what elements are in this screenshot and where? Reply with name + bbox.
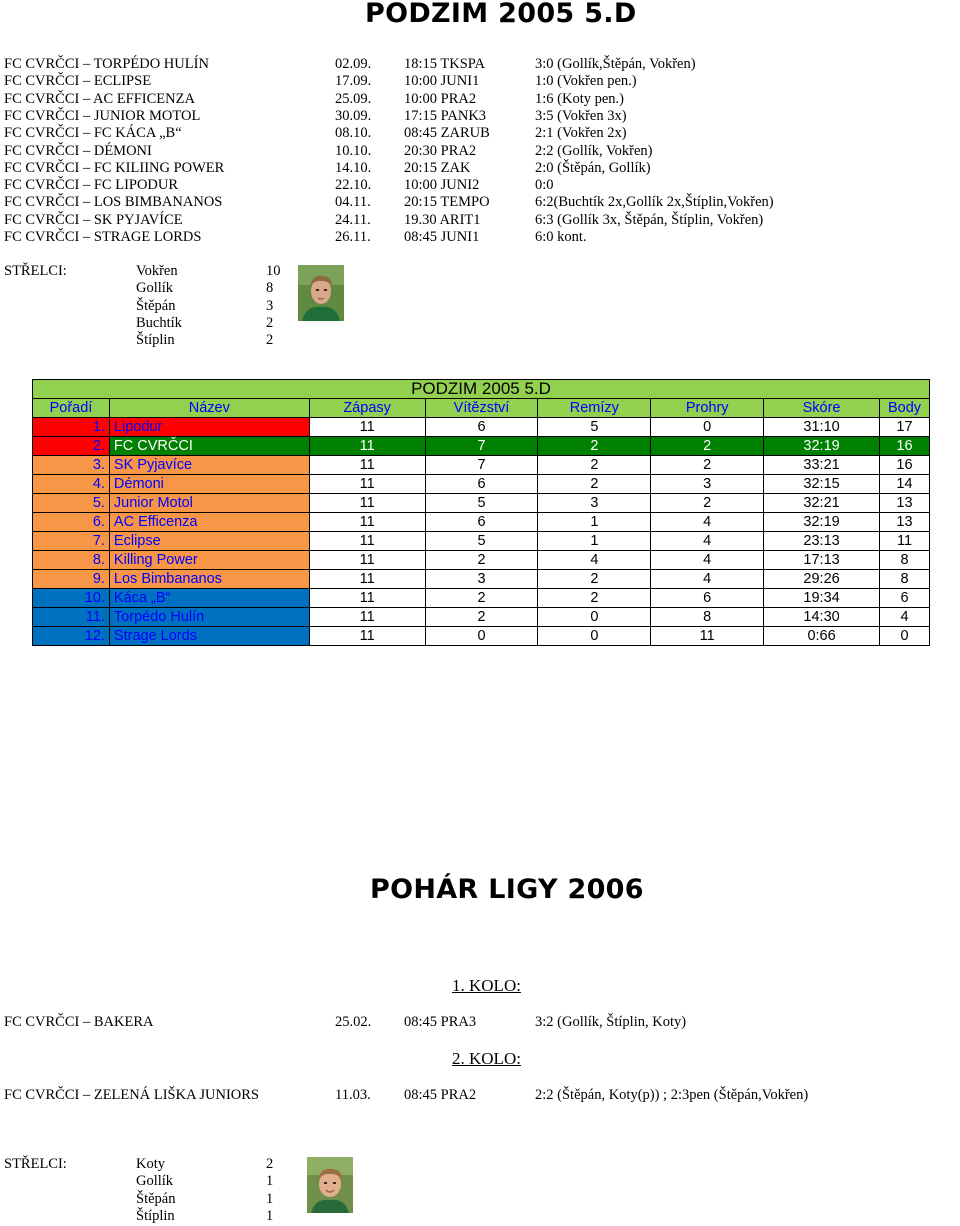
cell-played: 11: [309, 475, 425, 494]
cell-won: 6: [425, 418, 538, 437]
column-header: Zápasy: [309, 399, 425, 418]
table-row: [33, 513, 930, 532]
table-row: [33, 627, 930, 646]
player-photo-cup: [307, 1157, 353, 1213]
match-date: 25.02.: [335, 1014, 372, 1030]
cell-points: 14: [879, 475, 929, 494]
scorer-goals: 3: [266, 297, 274, 314]
cell-pos: 3.: [33, 456, 110, 475]
cell-name: Eclipse: [109, 532, 309, 551]
round1-label: 1. KOLO:: [452, 976, 521, 995]
cell-pos: 10.: [33, 589, 110, 608]
cell-drawn: 0: [538, 608, 651, 627]
scorer-goals: 1: [266, 1173, 274, 1190]
cell-drawn: 1: [538, 513, 651, 532]
match-result: 2:0 (Štěpán, Gollík): [535, 160, 651, 176]
scorer-name: Vokřen: [136, 263, 178, 279]
cell-drawn: 4: [538, 551, 651, 570]
cell-drawn: 5: [538, 418, 651, 437]
cell-played: 11: [309, 589, 425, 608]
cell-drawn: 3: [538, 494, 651, 513]
cell-won: 5: [425, 532, 538, 551]
match-time: 17:15 PANK3: [404, 108, 487, 124]
cell-name: SK Pyjavíce: [109, 456, 309, 475]
match-time: 10:00 JUNI2: [404, 177, 480, 193]
cell-points: 13: [879, 494, 929, 513]
match-date: 26.11.: [335, 229, 371, 245]
cell-pos: 4.: [33, 475, 110, 494]
match-teams: FC CVRČCI – DÉMONI: [4, 143, 152, 159]
match-teams: FC CVRČCI – JUNIOR MOTOL: [4, 108, 201, 124]
cell-name: AC Efficenza: [109, 513, 309, 532]
cell-score: 19:34: [764, 589, 880, 608]
cell-score: 31:10: [764, 418, 880, 437]
cell-name: Killing Power: [109, 551, 309, 570]
match-time: 20:15 ZAK: [404, 160, 471, 176]
cup-title: POHÁR LIGY 2006: [370, 874, 644, 905]
cell-points: 4: [879, 608, 929, 627]
cell-won: 3: [425, 570, 538, 589]
column-header: Skóre: [764, 399, 880, 418]
cell-score: 29:26: [764, 570, 880, 589]
scorer-name: Štíplin: [136, 1207, 175, 1224]
cell-drawn: 0: [538, 627, 651, 646]
match-time: 18:15 TKSPA: [404, 56, 485, 72]
cell-score: 32:15: [764, 475, 880, 494]
match-result: 3:2 (Gollík, Štíplin, Koty): [535, 1014, 687, 1030]
table-row: [33, 494, 930, 513]
match-time: 10:00 PRA2: [404, 91, 477, 107]
match-time: 20:30 PRA2: [404, 143, 477, 159]
cell-lost: 11: [651, 627, 764, 646]
cell-played: 11: [309, 494, 425, 513]
match-teams: FC CVRČCI – FC KÁCA „B“: [4, 125, 182, 141]
cell-pos: 2.: [33, 437, 110, 456]
match-time: 10:00 JUNI1: [404, 73, 480, 89]
scorer-goals: 8: [266, 280, 274, 297]
scorer-name: Štěpán: [136, 297, 176, 314]
cell-name: Lipodur: [109, 418, 309, 437]
player-photo: [298, 265, 344, 321]
cell-played: 11: [309, 418, 425, 437]
cell-pos: 6.: [33, 513, 110, 532]
cell-points: 16: [879, 456, 929, 475]
match-date: 08.10.: [335, 125, 372, 141]
cell-score: 14:30: [764, 608, 880, 627]
cell-name: Torpédo Hulín: [109, 608, 309, 627]
match-time: 08:45 PRA3: [404, 1014, 477, 1030]
cell-score: 32:19: [764, 513, 880, 532]
cell-score: 23:13: [764, 532, 880, 551]
cell-won: 0: [425, 627, 538, 646]
scorer-goals: 2: [266, 314, 274, 331]
match-teams: FC CVRČCI – STRAGE LORDS: [4, 229, 202, 245]
cell-pos: 12.: [33, 627, 110, 646]
scorer-name: Gollík: [136, 280, 174, 297]
cell-won: 6: [425, 475, 538, 494]
match-result: 3:5 (Vokřen 3x): [535, 108, 627, 124]
table-row: [33, 475, 930, 494]
match-date: 17.09.: [335, 73, 372, 89]
match-date: 02.09.: [335, 56, 372, 72]
scorer-name: Gollík: [136, 1173, 174, 1190]
match-teams: FC CVRČCI – AC EFFICENZA: [4, 91, 195, 107]
cell-drawn: 1: [538, 532, 651, 551]
match-date: 10.10.: [335, 143, 372, 159]
cell-drawn: 2: [538, 589, 651, 608]
cell-pos: 8.: [33, 551, 110, 570]
match-result: 1:6 (Koty pen.): [535, 91, 624, 107]
match-result: 2:1 (Vokřen 2x): [535, 125, 627, 141]
cell-won: 6: [425, 513, 538, 532]
table-row: [33, 437, 930, 456]
cell-name: FC CVRČCI: [109, 437, 309, 456]
match-time: 08:45 PRA2: [404, 1087, 477, 1103]
cell-points: 17: [879, 418, 929, 437]
match-result: 6:3 (Gollík 3x, Štěpán, Štíplin, Vokřen): [535, 212, 764, 228]
cell-pos: 11.: [33, 608, 110, 627]
cell-played: 11: [309, 456, 425, 475]
match-date: 25.09.: [335, 91, 372, 107]
scorer-name: Štěpán: [136, 1190, 176, 1207]
cell-pos: 9.: [33, 570, 110, 589]
match-date: 04.11.: [335, 194, 371, 210]
column-header: Body: [879, 399, 929, 418]
match-result: 6:0 kont.: [535, 229, 587, 245]
cell-name: Los Bimbananos: [109, 570, 309, 589]
cell-won: 7: [425, 456, 538, 475]
cell-drawn: 2: [538, 570, 651, 589]
cell-name: Strage Lords: [109, 627, 309, 646]
column-header: Prohry: [651, 399, 764, 418]
cell-lost: 3: [651, 475, 764, 494]
cell-lost: 2: [651, 494, 764, 513]
column-header: Název: [109, 399, 309, 418]
match-time: 08:45 ZARUB: [404, 125, 490, 141]
table-row: [33, 570, 930, 589]
cell-played: 11: [309, 608, 425, 627]
cell-score: 32:21: [764, 494, 880, 513]
cup-scorers-label: STŘELCI:: [4, 1156, 67, 1172]
cell-pos: 7.: [33, 532, 110, 551]
cell-played: 11: [309, 570, 425, 589]
table-row: [33, 532, 930, 551]
season-title: PODZIM 2005 5.D: [365, 0, 637, 29]
match-date: 11.03.: [335, 1087, 371, 1103]
scorer-name: Štíplin: [136, 332, 175, 349]
table-row: [33, 589, 930, 608]
match-teams: FC CVRČCI – BAKERA: [4, 1014, 154, 1030]
cell-score: 32:19: [764, 437, 880, 456]
cell-pos: 5.: [33, 494, 110, 513]
match-teams: FC CVRČCI – SK PYJAVÍCE: [4, 212, 183, 228]
match-date: 14.10.: [335, 160, 372, 176]
cell-drawn: 2: [538, 437, 651, 456]
match-result: 3:0 (Gollík,Štěpán, Vokřen): [535, 56, 696, 72]
cell-won: 7: [425, 437, 538, 456]
match-date: 22.10.: [335, 177, 372, 193]
cell-won: 5: [425, 494, 538, 513]
cell-points: 0: [879, 627, 929, 646]
round2-label: 2. KOLO:: [452, 1049, 521, 1068]
cell-points: 13: [879, 513, 929, 532]
cell-played: 11: [309, 627, 425, 646]
cell-played: 11: [309, 437, 425, 456]
scorer-name: Buchtík: [136, 314, 182, 331]
scorer-goals: 2: [266, 332, 274, 349]
match-teams: FC CVRČCI – FC LIPODUR: [4, 177, 179, 193]
scorer-goals: 10: [266, 263, 281, 279]
cell-lost: 4: [651, 570, 764, 589]
cell-points: 8: [879, 551, 929, 570]
scorer-goals: 2: [266, 1156, 274, 1172]
cell-played: 11: [309, 513, 425, 532]
cell-played: 11: [309, 532, 425, 551]
cell-played: 11: [309, 551, 425, 570]
table-row: [33, 608, 930, 627]
cell-lost: 0: [651, 418, 764, 437]
cell-lost: 4: [651, 551, 764, 570]
match-result: 2:2 (Gollík, Vokřen): [535, 143, 653, 159]
scorers-label: STŘELCI:: [4, 263, 67, 279]
match-time: 08:45 JUNI1: [404, 229, 480, 245]
table-row: [33, 418, 930, 437]
match-result: 2:2 (Štěpán, Koty(p)) ; 2:3pen (Štěpán,Vokřen): [535, 1087, 809, 1103]
column-header: Vítězství: [425, 399, 538, 418]
cell-points: 6: [879, 589, 929, 608]
cell-name: Démoni: [109, 475, 309, 494]
match-teams: FC CVRČCI – ZELENÁ LIŠKA JUNIORS: [4, 1087, 259, 1103]
match-teams: FC CVRČCI – ECLIPSE: [4, 73, 152, 89]
cell-lost: 6: [651, 589, 764, 608]
standings-table: [32, 379, 930, 646]
cell-name: Junior Motol: [109, 494, 309, 513]
cell-name: Káca „B“: [109, 589, 309, 608]
cell-points: 16: [879, 437, 929, 456]
match-teams: FC CVRČCI – TORPÉDO HULÍN: [4, 56, 209, 72]
standings-header-row: [33, 399, 930, 418]
match-time: 20:15 TEMPO: [404, 194, 490, 210]
column-header: Pořadí: [33, 399, 110, 418]
cell-won: 2: [425, 608, 538, 627]
cell-drawn: 2: [538, 475, 651, 494]
table-row: [33, 456, 930, 475]
cell-score: 17:13: [764, 551, 880, 570]
scorer-name: Koty: [136, 1156, 165, 1172]
cell-lost: 2: [651, 437, 764, 456]
match-date: 30.09.: [335, 108, 372, 124]
scorer-goals: 1: [266, 1207, 274, 1224]
column-header: Remízy: [538, 399, 651, 418]
cell-lost: 2: [651, 456, 764, 475]
cell-score: 33:21: [764, 456, 880, 475]
match-teams: FC CVRČCI – FC KILIING POWER: [4, 160, 225, 176]
cell-pos: 1.: [33, 418, 110, 437]
match-result: 0:0: [535, 177, 554, 193]
match-result: 1:0 (Vokřen pen.): [535, 73, 637, 89]
scorer-goals: 1: [266, 1190, 274, 1207]
match-date: 24.11.: [335, 212, 371, 228]
cell-lost: 8: [651, 608, 764, 627]
cell-lost: 4: [651, 532, 764, 551]
cell-score: 0:66: [764, 627, 880, 646]
match-teams: FC CVRČCI – LOS BIMBANANOS: [4, 194, 223, 210]
match-time: 19.30 ARIT1: [404, 212, 481, 228]
cell-won: 2: [425, 551, 538, 570]
cell-lost: 4: [651, 513, 764, 532]
match-result: 6:2(Buchtík 2x,Gollík 2x,Štíplin,Vokřen): [535, 194, 774, 210]
cell-won: 2: [425, 589, 538, 608]
cell-points: 8: [879, 570, 929, 589]
cell-drawn: 2: [538, 456, 651, 475]
table-row: [33, 551, 930, 570]
cell-points: 11: [879, 532, 929, 551]
standings-title: PODZIM 2005 5.D: [33, 380, 930, 399]
